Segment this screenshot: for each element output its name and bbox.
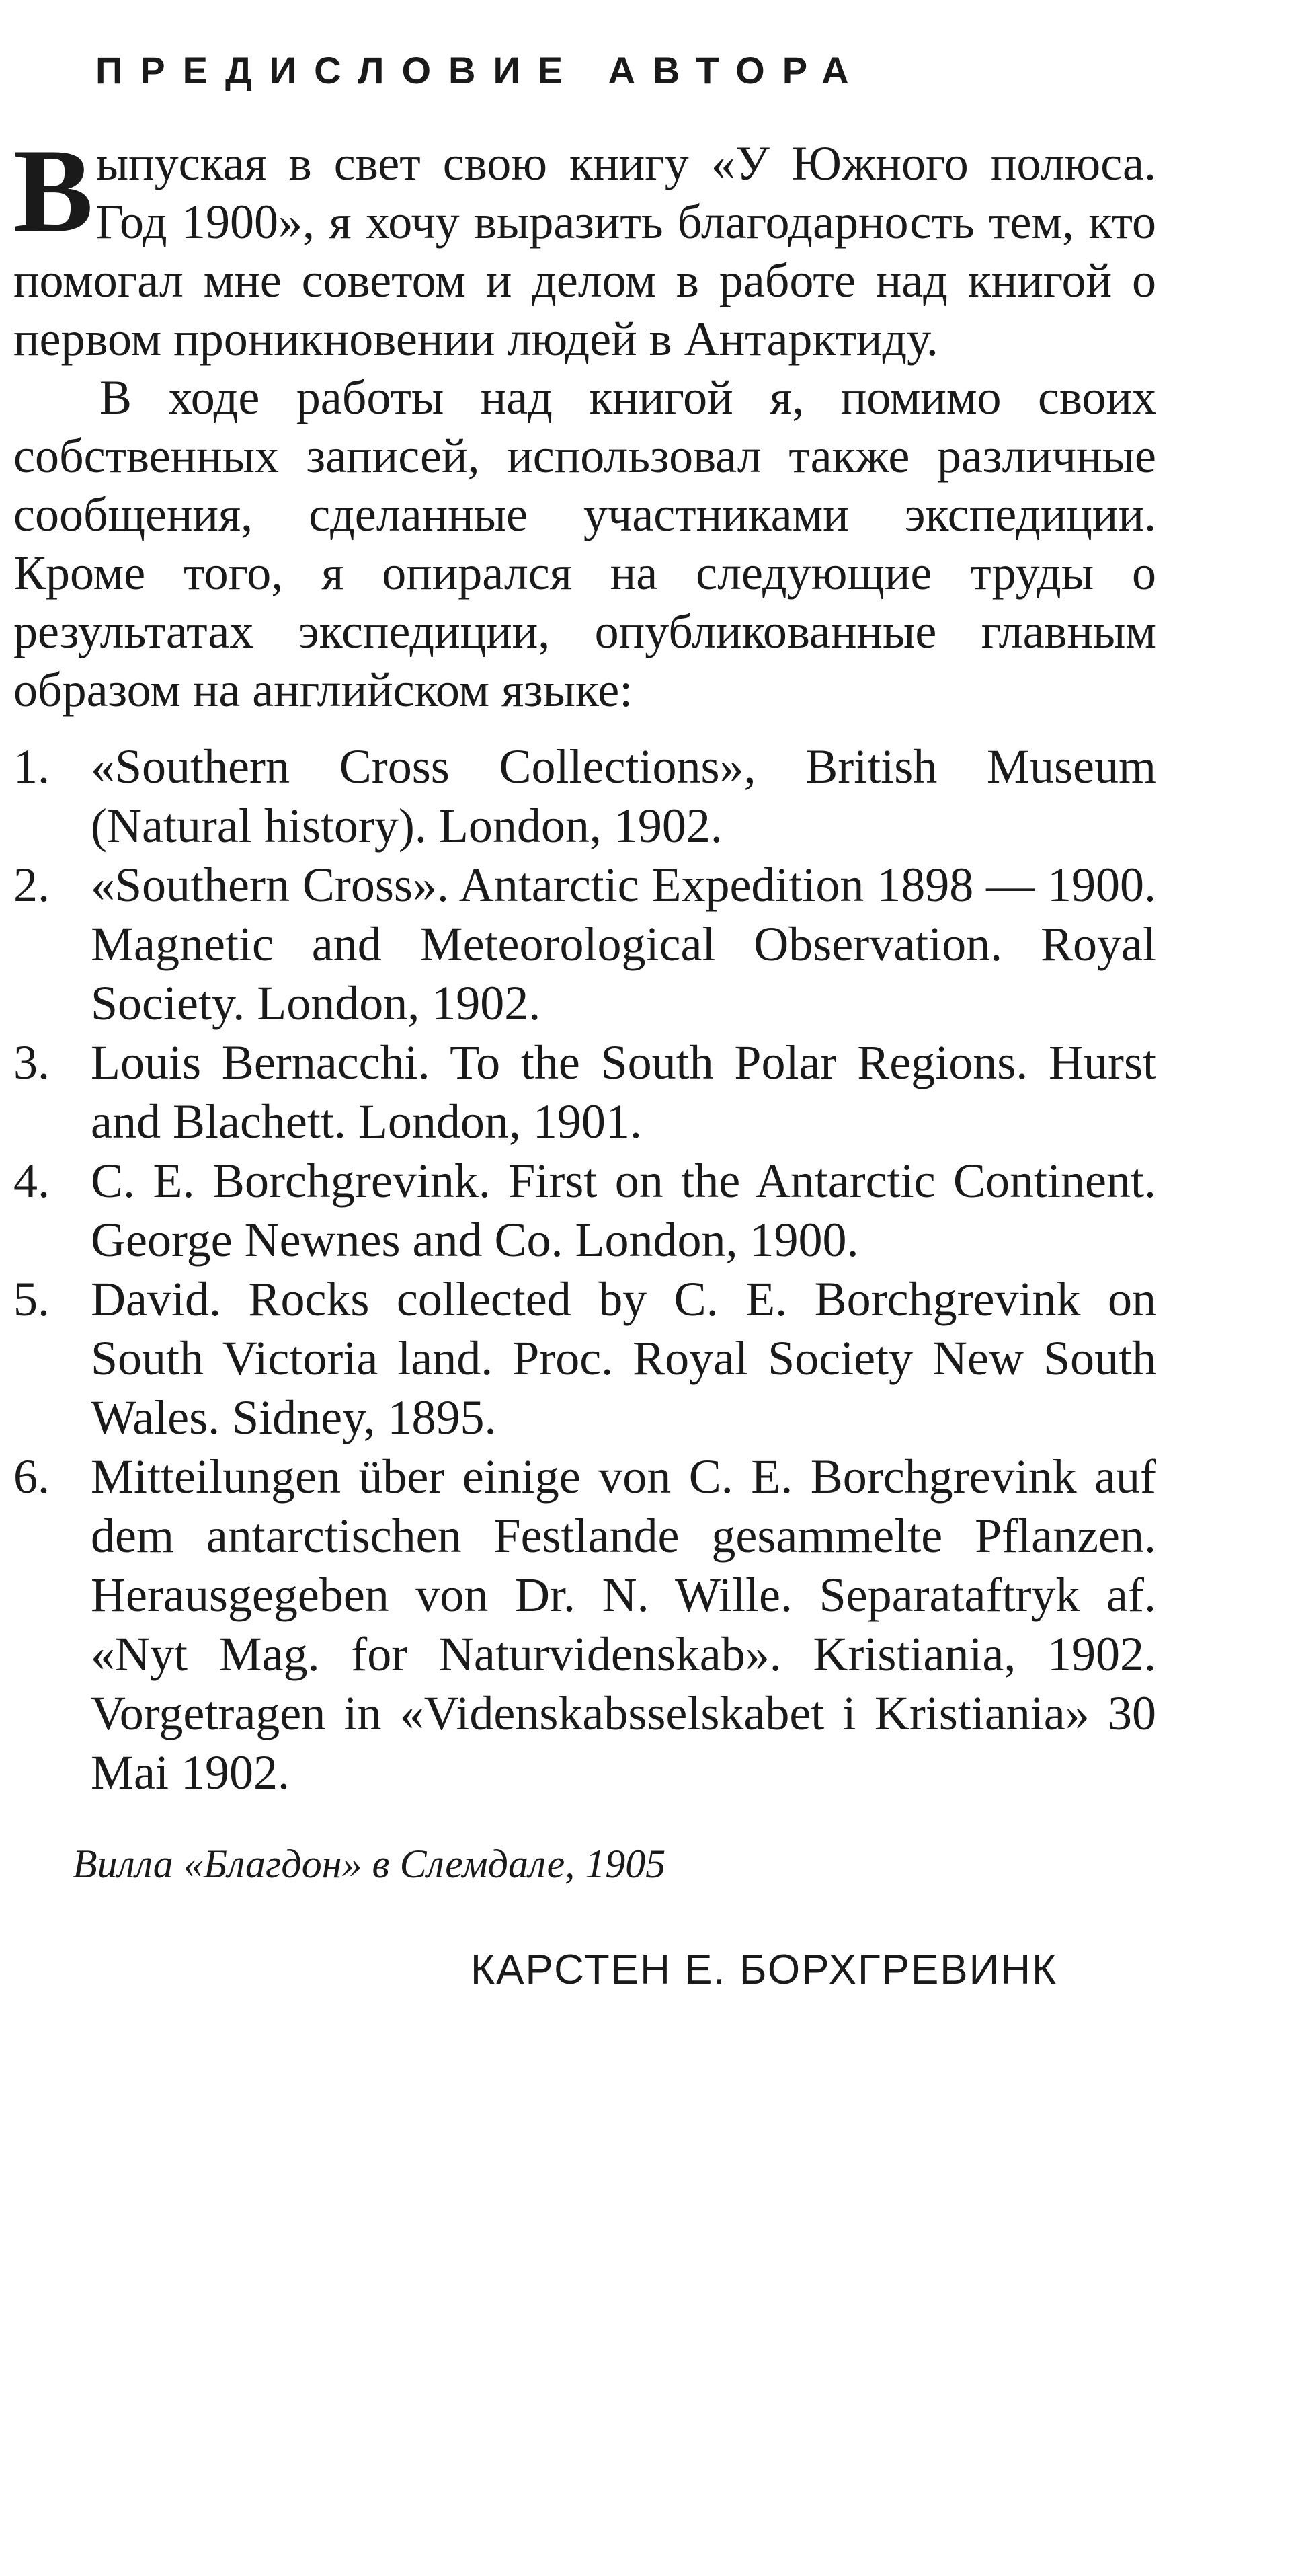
place-and-date: Вилла «Благдон» в Слемдале, 1905 [73,1842,666,1886]
author-signature: КАРСТЕН Е. БОРХГРЕВИНК [471,1947,1058,1993]
bibliography-item-number: 2. [13,858,50,912]
intro-paragraph-1 [13,124,1156,368]
bibliography-item [13,1033,1156,1151]
bibliography-item [13,1447,1156,1802]
drop-cap-letter: В [13,124,93,257]
preface-page [13,47,1156,1997]
bibliography-item-text: «Southern Cross». Antarctic Expedition 1898 — 1900. Magnetic and Meteorological Observation. Royal Society. London, 1902. [91,858,1156,1030]
bibliography-item [13,1151,1156,1270]
bibliography-item-text: David. Rocks collected by C. E. Borchgrevink on South Victoria land. Proc. Royal Society New South Wales. Sidney, 1895. [91,1272,1156,1444]
bibliography-item-number: 5. [13,1272,50,1326]
bibliography-item-text: Mitteilungen über einige von C. E. Borchgrevink auf dem antarctischen Festlande gesammelte Pflanzen. Herausgegeben von Dr. N. Wille. Separataftryk af. «Nyt Mag. for Naturvidenskab». Kristiania, 1902. Vorgetragen in «Videnskabsselskabet i Kristiania» 30 Mai 1902. [91,1450,1156,1799]
bibliography-item [13,1270,1156,1447]
bibliography-item-text: C. E. Borchgrevink. First on the Antarctic Continent. George Newnes and Co. London, 1900. [91,1154,1156,1267]
bibliography-item-number: 3. [13,1036,50,1089]
bibliography-item-text: Louis Bernacchi. To the South Polar Regions. Hurst and Blachett. London, 1901. [91,1036,1156,1148]
preface-heading: ПРЕДИСЛОВИЕ АВТОРА [95,49,866,91]
bibliography-list [13,737,1156,1802]
bibliography-item-number: 4. [13,1154,50,1208]
bibliography-item [13,737,1156,855]
bibliography-item [13,855,1156,1033]
intro-paragraph-2: В ходе работы над книгой я, помимо своих собственных записей, использовал также различные сообщения, сделанные участниками экспедиции. Кроме того, я опирался на следующие труды о результатах экспедиции, опубликованные главным образом на английском языке: [13,370,1156,717]
bibliography-item-text: «Southern Cross Collections», British Museum (Natural history). London, 1902. [91,740,1156,853]
intro-paragraph-1-text: ыпуская в свет свою книгу «У Южного полюса. Год 1900», я хочу выразить благодарность тем, кто помогал мне советом и делом в работе над книгой о первом проникновении людей в Антарктиду. [13,136,1156,366]
bibliography-item-number: 1. [13,740,50,793]
bibliography-item-number: 6. [13,1450,50,1504]
